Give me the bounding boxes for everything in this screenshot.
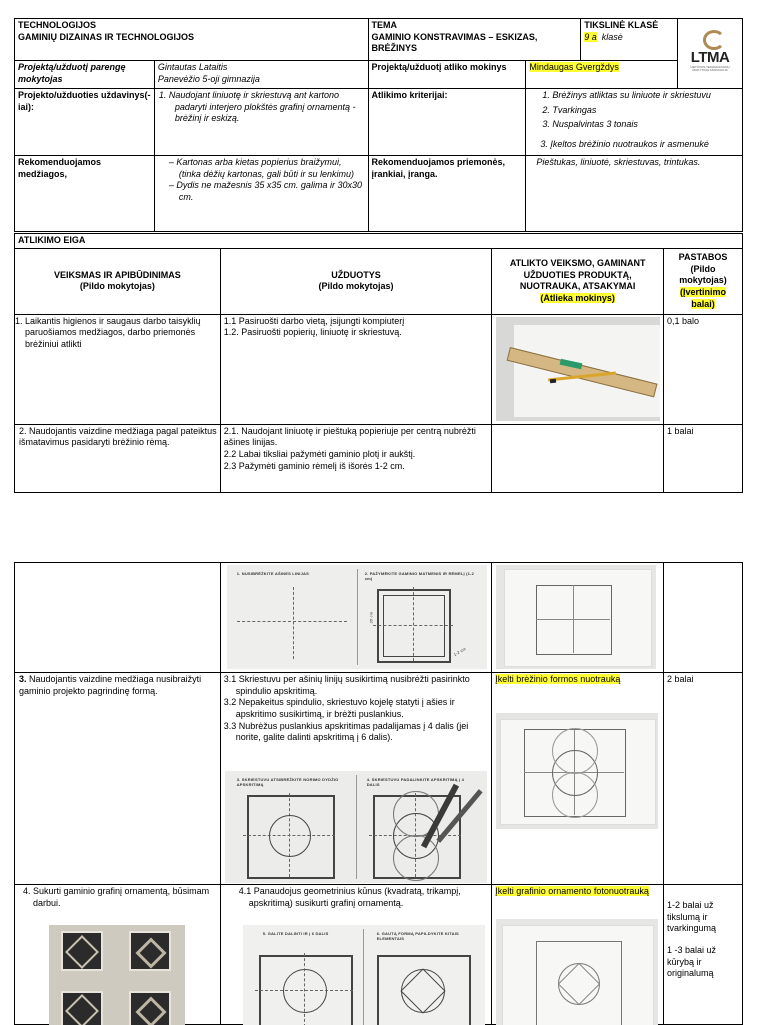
note-item: 1 -3 balai už kūrybą ir originalumą (667, 945, 717, 979)
col-header-student (492, 248, 664, 314)
task-item: 3.1 Skriestuvu per ašinių linijų susikirtimą nusibrėžti pasirinkto spindulio apskritimą. (223, 674, 470, 696)
row1-action: 1. Laikantis higienos ir saugaus darbo taisyklių paruošiamos medžiagos, darbo priemonės brėžiniui atlikti (15, 314, 221, 424)
tools-text: Pieštukas, liniuotė, skriestuvas, trintukas. (526, 156, 743, 232)
criteria-item: 1. Brėžinys atliktas su liniuote ir skriestuvu (542, 90, 711, 100)
tile-pattern (135, 996, 166, 1025)
logo-subtext: LIETUVOS TECHNOLOGIJŲ MOKYTOJŲ ASOCIACIJA (690, 64, 730, 73)
tile-pattern (65, 935, 99, 969)
axis-vertical (304, 953, 305, 1025)
arc-circle (552, 772, 598, 818)
col-header-tasks-sub: (Pildo mokytojas) (318, 281, 394, 292)
col-header-action-sub: (Pildo mokytojas) (79, 281, 155, 292)
note-item: 1-2 balai už tikslumą ir tvarkingumą (667, 900, 717, 934)
tasks-text: 1. Naudojant liniuotę ir skriestuvą ant kartono padaryti interjero plokštės grafinį ornamentą - brėžinį ir eskizą. (154, 89, 368, 156)
table-row (15, 885, 743, 1025)
row4-action: 4. Sukurti gaminio grafinį ornamentą, būsimam darbui. (23, 886, 210, 908)
drawn-axis (573, 585, 574, 653)
row4-student-cell (492, 885, 664, 1025)
row1-student-photo-cell (492, 314, 664, 424)
fig3-caption: 3. SKRIESTUVU ATSIBRĖŽKITE NORIMO DYDŽIO APSKRITIMĄ (236, 777, 339, 788)
fig6-caption: 6. GAUTĄ FORMĄ PAPILDYKITE KITAIS ELEMENTAIS (376, 931, 459, 942)
logo-swirl-icon (703, 30, 725, 50)
ornament-tile (129, 931, 171, 971)
class-label: TIKSLINĖ KLASĖ (584, 20, 659, 30)
student-ornament-photo (496, 919, 658, 1025)
continuation-table (14, 562, 743, 1025)
row2-tasks (220, 424, 492, 492)
performer-cell (526, 61, 678, 89)
row3-student-instruction: Įkelti brėžinio formos nuotrauką (495, 674, 621, 684)
materials-item: – Dydis ne mažesnis 35 x35 cm. galima ir 30x30 cm. (168, 180, 362, 203)
class-word: klasė (601, 31, 623, 42)
task-item: 3.2 Nepakeitus spindulio, skriestuvo kojelę statyti į ašies ir apskritimo susikirtimą, ir brėžti puslankius. (223, 697, 455, 720)
task-item: 1.2. Pasiruošti popierių, liniuotę ir skriestuvą. (223, 327, 402, 338)
drawn-circle (283, 969, 327, 1013)
row2-note: 1 balai (664, 424, 743, 492)
row1-note: 0,1 balo (664, 314, 743, 424)
row3-tasks (220, 673, 492, 885)
subject-title: GAMINIŲ DIZAINAS IR TECHNOLOGIJOS (18, 31, 195, 42)
table-row (15, 563, 743, 673)
progress-title: ATLIKIMO EIGA (15, 234, 743, 249)
table-row (15, 424, 743, 492)
row3-note: 2 balai (664, 673, 743, 885)
row3-action (15, 673, 221, 885)
row2b-student-photo-cell (492, 563, 664, 673)
figure-divider (357, 569, 358, 665)
task-item: 4.1 Panaudojus geometrinius kūnus (kvadratą, trikampį, apskritimą) susikurti grafinį ornamentą. (238, 886, 461, 908)
fig4-caption: 4. SKRIESTUVU PADALINKITE APSKRITIMĄ į 4 DALIS (366, 777, 465, 788)
ornament-tile (129, 991, 171, 1025)
compass-circle-figure (225, 771, 487, 883)
task-item: 2.3 Pažymėti gaminio rėmelį iš išorės 1-2 cm. (223, 460, 405, 471)
row3-action-text: Naudojantis vaizdine medžiaga nusibraižyti gaminio projekto pagrindinę formą. (19, 674, 202, 696)
figure-divider (356, 775, 357, 879)
author-school: Panevėžio 5-oji gimnazija (157, 73, 260, 84)
axis-horizontal (237, 621, 347, 622)
task-item: 3.3 Nubrėžus puslankius apskritimas padalijamas į 4 dalis (jei norite, galite dalinti apskritimą į 6 dalis). (223, 720, 469, 743)
materials-cell (154, 156, 368, 232)
fig5-caption: 5. GALITE DALINTI IR į 6 DALIS (262, 931, 329, 936)
row4-notes (664, 885, 743, 1025)
ornament-steps-figure (243, 925, 485, 1025)
figure-divider (363, 929, 364, 1025)
row2b-action (15, 563, 221, 673)
col-header-notes-label: PASTABOS (Pildo mokytojas) (678, 251, 728, 286)
row4-student-instruction: Įkelti grafinio ornamento fotonuotrauką (495, 886, 649, 896)
class-cell (581, 19, 678, 61)
table-row (15, 314, 743, 424)
ornament-tile (61, 991, 103, 1025)
materials-label: Rekomenduojamos medžiagos, (15, 156, 155, 232)
row2-action: 2. Naudojantis vaizdine medžiaga pagal pateiktus išmatavimus pasidaryti brėžinio rėmą. (15, 424, 221, 492)
class-value: 9 a (584, 31, 597, 42)
performer-label: Projektą/užduotį atliko mokinys (368, 61, 526, 89)
materials-item: – Kartonas arba kietas popierius braižymui, (tinka dėžių kartonas, gali būti ir su lenkimu) (168, 157, 354, 179)
fig2-caption: 2. PAŽYMĖKITE GAMINIO MATMENIS IR RĖMELĮ (1-2 cm) (364, 571, 474, 582)
tools-photo (496, 317, 660, 421)
progress-table (14, 233, 743, 493)
ltma-logo (681, 28, 739, 80)
dimension-label: 1-2 cm (452, 645, 467, 658)
criteria-item: 3. Nuspalvintas 3 tonais (542, 119, 638, 130)
row4-action-cell (15, 885, 221, 1025)
drawn-circle (269, 815, 311, 857)
theme-cell (368, 19, 581, 61)
task-item: 2.1. Naudojant liniuotę ir pieštuką popieriuje per centrą nubrėžti ašines linijas. (223, 425, 476, 448)
fig1-caption: 1. NUSIBRĖŽKITE AŠINES LINIJAS (236, 571, 309, 576)
row4-tasks (220, 885, 492, 1025)
tile-pattern (135, 937, 166, 968)
row2b-note (664, 563, 743, 673)
inner-frame (383, 595, 445, 657)
axis-vertical (293, 587, 294, 659)
header-table (14, 18, 743, 232)
tasks-label: Projekto/užduoties uždavinys(-iai): (15, 89, 155, 156)
logo-cell (678, 19, 743, 89)
col-header-student-label: ATLIKTO VEIKSMO, GAMINANT UŽDUOTIES PRODUKTĄ, NUOTRAUKA, ATSAKYMAI (509, 257, 646, 292)
col-header-action (15, 248, 221, 314)
theme-label: TEMA (371, 20, 398, 30)
performer-name: Mindaugas Gvergždys (529, 62, 619, 72)
logo-text: LTMA (690, 48, 730, 66)
row3-student-cell (492, 673, 664, 885)
student-frame-photo (496, 565, 656, 669)
drawn-frame (536, 585, 612, 655)
tools-label: Rekomenduojamos priemonės, įrankiai, įranga. (368, 156, 526, 232)
criteria-item: 3. Įkeltos brėžinio nuotraukos ir asmenukė (540, 139, 709, 150)
dimension-label: 35 cm (368, 611, 374, 624)
criteria-item: 2. Tvarkingas (542, 104, 597, 115)
row2b-figure-cell (220, 563, 492, 673)
row3-action-num: 3. (19, 674, 27, 684)
arc-circle (393, 835, 439, 881)
table-row (15, 673, 743, 885)
col-header-tasks (220, 248, 492, 314)
author-label: Projektą/užduotį parengę mokytojas (15, 61, 155, 89)
tile-pattern (65, 994, 99, 1025)
col-header-tasks-label: UŽDUOTYS (331, 269, 381, 280)
col-header-action-label: VEIKSMAS IR APIBŪDINIMAS (54, 269, 181, 280)
criteria-cell (526, 89, 743, 156)
axes-frame-figure (227, 565, 487, 669)
author-name: Gintautas Lataitis (157, 62, 228, 72)
ornament-tile (61, 931, 103, 971)
task-item: 1.1 Pasiruošti darbo vietą, įsijungti kompiuterį (223, 315, 405, 326)
ornament-tiles-photo (49, 925, 185, 1025)
author-cell (154, 61, 368, 89)
theme-title: GAMINIO KONSTRAVIMAS – ESKIZAS, BRĖŽINYS (371, 31, 538, 54)
row2-student-cell (492, 424, 664, 492)
subject-cell (15, 19, 369, 61)
technologies-label: TECHNOLOGIJOS (18, 20, 97, 30)
row1-tasks (220, 314, 492, 424)
axis-vertical (413, 587, 414, 661)
task-item: 2.2 Labai tiksliai pažymėti gaminio plotį ir aukštį. (223, 449, 416, 460)
student-circle-photo (496, 713, 658, 829)
criteria-label: Atlikimo kriterijai: (368, 89, 526, 156)
pencil-tip-icon (550, 378, 556, 383)
arc-circle (552, 728, 598, 774)
col-header-student-sub: (Atlieka mokinys) (540, 292, 615, 303)
col-header-notes-sub: (Įvertinimo balai) (680, 287, 727, 309)
col-header-notes (664, 248, 743, 314)
